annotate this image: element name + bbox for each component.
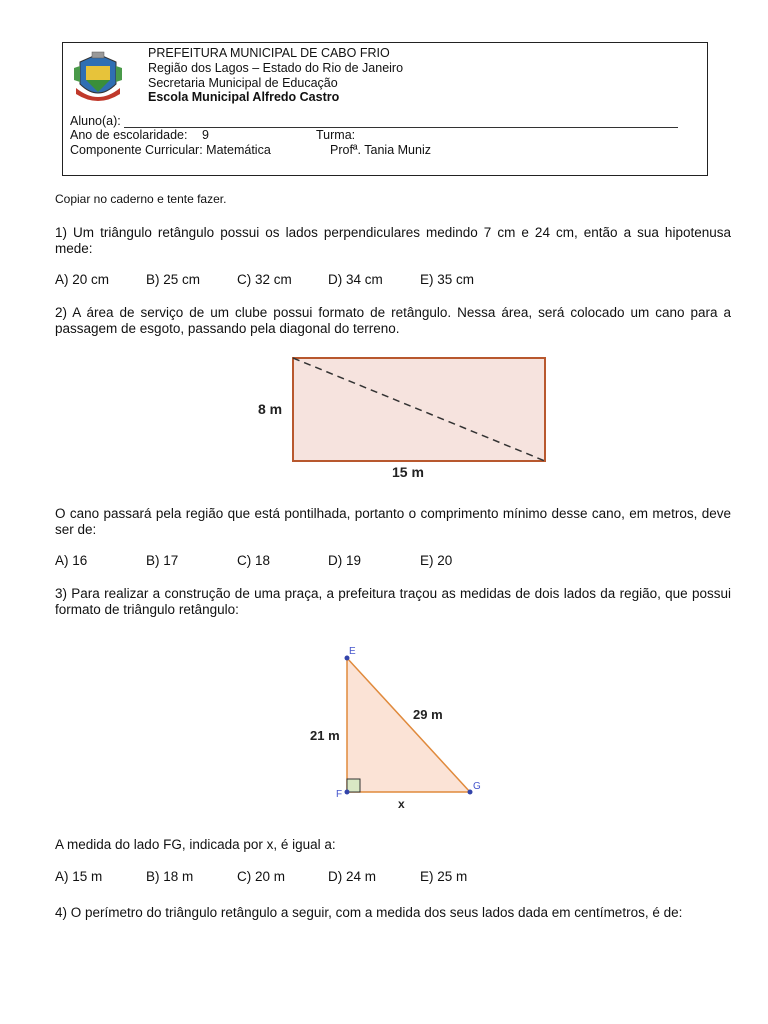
- q1-option-e: E) 35 cm: [420, 272, 475, 287]
- city-crest-logo: [70, 48, 126, 104]
- q1-text: 1) Um triângulo retângulo possui os lados perpendiculares medindo 7 cm e 24 cm, então a sua hipotenusa mede:: [55, 225, 731, 256]
- q2-rectangle-figure: [250, 350, 560, 485]
- q2-option-e: E) 20: [420, 553, 453, 568]
- q2-text: 2) A área de serviço de um clube possui formato de retângulo. Nessa área, será colocado um cano para a passagem de esgoto, passando pela diagonal do terreno.: [55, 305, 731, 336]
- q2-option-b: B) 17: [146, 553, 179, 568]
- professor: Profª. Tania Muniz: [330, 143, 431, 157]
- ano-label: Ano de escolaridade:: [70, 128, 188, 142]
- q4-text: 4) O perímetro do triângulo retângulo a seguir, com a medida dos seus lados dada em centímetros, é de:: [55, 905, 683, 920]
- q3-text: 3) Para realizar a construção de uma praça, a prefeitura traçou as medidas de dois lados da região, que possui formato de triângulo retângulo:: [55, 586, 731, 617]
- header-regiao: Região dos Lagos – Estado do Rio de Janeiro: [148, 61, 404, 75]
- q1-option-a: A) 20 cm: [55, 272, 110, 287]
- vertex-f-point: [345, 790, 350, 795]
- q3-option-e: E) 25 m: [420, 869, 468, 884]
- q2-option-c: C) 18: [237, 553, 271, 568]
- q1-option-d: D) 34 cm: [328, 272, 383, 287]
- q2-follow-text: O cano passará pela região que está pontilhada, portanto o comprimento mínimo desse cano, em metros, deve ser de:: [55, 506, 731, 537]
- right-angle-marker: [347, 779, 360, 792]
- vertex-f-label: F: [336, 789, 343, 800]
- vertex-g-label: G: [473, 781, 481, 792]
- q2-option-a: A) 16: [55, 553, 88, 568]
- ano-value: 9: [202, 128, 209, 142]
- vertex-g-point: [468, 790, 473, 795]
- instruction: Copiar no caderno e tente fazer.: [55, 192, 227, 206]
- turma-label: Turma:: [316, 128, 356, 142]
- q3-option-b: B) 18 m: [146, 869, 194, 884]
- vertex-e-label: E: [349, 646, 356, 657]
- header-secretaria: Secretaria Municipal de Educação: [148, 76, 338, 90]
- q2-option-d: D) 19: [328, 553, 362, 568]
- componente-curricular: Componente Curricular: Matemática: [70, 143, 271, 157]
- right-triangle: [347, 658, 470, 792]
- q1-option-c: C) 32 cm: [237, 272, 292, 287]
- q3-option-c: C) 20 m: [237, 869, 286, 884]
- rect-width-label: 15 m: [392, 464, 424, 480]
- header-prefeitura: PREFEITURA MUNICIPAL DE CABO FRIO: [148, 46, 390, 60]
- header-school: Escola Municipal Alfredo Castro: [148, 90, 340, 104]
- q3-option-d: D) 24 m: [328, 869, 377, 884]
- side-eg-label: 29 m: [413, 707, 443, 722]
- q1-option-b: B) 25 cm: [146, 272, 201, 287]
- q3-follow-text: A medida do lado FG, indicada por x, é igual a:: [55, 837, 336, 852]
- side-ef-label: 21 m: [310, 728, 340, 743]
- aluno-label: Aluno(a):: [70, 114, 121, 128]
- rect-height-label: 8 m: [258, 401, 283, 417]
- q3-option-a: A) 15 m: [55, 869, 103, 884]
- q3-triangle-figure: [300, 640, 500, 815]
- side-fg-label: x: [398, 797, 405, 811]
